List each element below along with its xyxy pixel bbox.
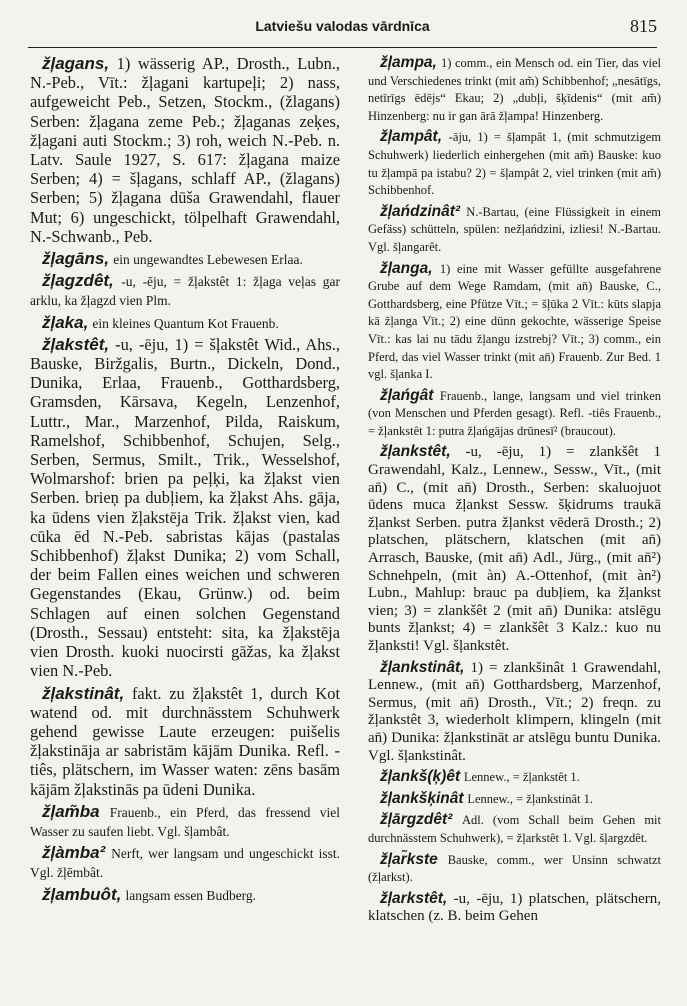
entry-headword: žļakstinât, xyxy=(42,683,125,703)
entry-headword: žļankstêt, xyxy=(380,443,451,461)
right-column xyxy=(368,54,661,1000)
entry-headword: žļańgât xyxy=(380,386,434,404)
entry-definition: -u, -ēju, 1) = šļakstêt Wid., Ahs., Bauske, Biržgalis, Burtn., Dickeln, Dond., Dunika, Erlaa, Frauenb., Gotthardsberg, Gramsden, Kārsava, Kegeln, Lenzenhof, Luttr., Mar., Marzenhof, Pilda, Raiskum, Ramelshof, Schibbenhof, Schujen, Selg., Serben, Sermus, Smilt., Trik., Wesselshof, Wolmarshof: brien pa peļķi, ka žļakst vien Serben. brieņ pa dubļiem, ka žļakst Ahs. gāja, ka ūdens vien žļakstēja Trik. žļakst vien, kad cūka ēd N.-Peb. sabristas kājas (pastalas Schibbenhof) žļakst Dunika; 2) vom Schall, der beim Fallen eines weichen und schweren Gegenstandes (Ekau, Grünw.) od. beim Schlagen auf einen solchen Gegenstand (Drosth., Sessau) entsteht: sita, ka žļakstēja vien Drosth. kuoki nuocirsti gāžas, ka žļakst vien N.-Peb. xyxy=(30,334,340,681)
dictionary-entry xyxy=(368,790,661,809)
dictionary-entry xyxy=(368,851,661,887)
left-column xyxy=(30,54,340,1000)
dictionary-entry xyxy=(30,54,340,246)
entry-headword: žļankš(ķ)êt xyxy=(380,768,461,786)
dictionary-entry xyxy=(30,684,340,799)
dictionary-entry xyxy=(30,271,340,309)
entry-definition: Bauske, comm., wer Unsinn schwatzt (žļarkst). xyxy=(368,852,661,885)
entry-headword: žļar̃kste xyxy=(380,850,438,868)
dictionary-entry xyxy=(30,313,340,332)
dictionary-entry xyxy=(30,843,340,881)
entry-headword: žļankstinât, xyxy=(380,658,465,676)
entry-headword: žļakstêt, xyxy=(42,334,110,354)
entry-definition: ein kleines Quantum Kot Frauenb. xyxy=(92,315,279,331)
dictionary-entry xyxy=(30,249,340,268)
entry-definition: fakt. zu žļakstêt 1, durch Kot watend od. mit durchnässtem Schuhwerk gehend gewisse Laute erzeugen: puišelis žļakstināja ar sabristām kājām Dunika. Refl. -tiês, plätschern, im Wasser waten: zēns basām kājām žļakstinās pa ūdeni Dunika. xyxy=(30,683,340,799)
entry-definition: Frauenb., ein Pferd, das fressend viel Wasser zu saufen liebt. Vgl. šļambât. xyxy=(30,804,340,839)
dictionary-entry xyxy=(368,203,661,257)
dictionary-entry xyxy=(368,387,661,441)
dictionary-entry xyxy=(30,802,340,840)
entry-definition: -u, -ēju, 1) platschen, plätschern, klatschen (z. B. beim Gehen xyxy=(368,890,661,925)
entry-headword: žļagans, xyxy=(42,54,110,73)
dictionary-entry xyxy=(30,335,340,681)
entry-definition: Lennew., = žļankstêt 1. xyxy=(463,770,580,785)
page-header xyxy=(28,18,657,42)
dictionary-entry xyxy=(368,54,661,125)
entry-definition: N.-Bartau, (eine Flüssigkeit in einem Gefäss) schütteln, spülen: nežļańdzini, izliesi! N.-Bartau. Vgl. šļangarêt. xyxy=(368,204,661,254)
entry-definition: Adl. (vom Schall beim Gehen mit durchnässtem Schuhwerk), = žļarkstêt 1. Vgl. šļargzdêt. xyxy=(368,813,661,845)
header-rule xyxy=(28,47,657,48)
dictionary-entry xyxy=(30,885,340,904)
dictionary-entry xyxy=(368,260,661,384)
dictionary-entry xyxy=(368,890,661,926)
dictionary-entry xyxy=(368,768,661,787)
entry-definition: 1) wässerig AP., Drosth., Lubn., N.-Peb., Vīt.: žļagani kartupeļi; 2) nass, aufgeweicht Peb., Setzen, Stockm., (žlagans) Serben: žļagana zeme Peb.; žļaganas zeķes, žļagani auti Stockm.; 3) roh, weich N.-Peb. n. Latv. Saule 1927, S. 617: žļagana maize Serben; 4) = šļagans, schlaff AP., (žlagans) Serben; 5) žļagana dūša Grawendahl, flauer Mut; 6) ungeschickt, tölpelhaft Grawendahl, N.-Schwanb., Peb. xyxy=(30,54,340,246)
entry-headword: žļankšķinât xyxy=(380,789,464,807)
entry-headword: žļam̃ba xyxy=(42,801,100,821)
page-number: 815 xyxy=(630,16,657,36)
entry-headword: žļarkstêt, xyxy=(380,889,448,907)
entry-headword: žļagāns, xyxy=(42,249,110,269)
entry-definition: 1) comm., ein Mensch od. ein Tier, das viel und Verschiedenes trinkt (mit am̃) Schibbenhof; „nesātīgs, netīrīgs ēdējs“ Ekau; 2) „dubļi, šķīdenis“ (mit am̃) Hinzenberg: nu ir gan ārā žļampa! Hinzenberg. xyxy=(368,56,661,123)
entry-definition: Nerft, wer langsam und ungeschickt isst. Vgl. žļēmbât. xyxy=(30,846,340,881)
entry-headword: žļagzdêt, xyxy=(42,271,114,291)
dictionary-entry xyxy=(368,659,661,766)
entry-definition: 1) eine mit Wasser gefüllte ausgefahrene Grube auf dem Wege Ramdam, (mit an̄) Bauske, C., Gotthardsberg, eine Pfütze Vīt.; = šļūka 2 Vīt.: kūts slapja kā žļanga Vīt.; 2) eine dünn gekochte, wässerige Speise Vīt.: kas lai nu tādu žļangu izstrebj? Vīt.; 3) comm., ein Pferd, das viel Wasser trinkt (mit an̄) Frauenb. Zur Bed. 1 vgl. šļanka I. xyxy=(368,261,661,382)
entry-headword: žļārgzdêt² xyxy=(380,811,453,829)
entry-definition: -u, -ēju, = žļakstêt 1: žļaga veļas gar arklu, ka žļagzd vien Plm. xyxy=(30,274,340,309)
entry-definition: 1) = zlankšinât 1 Grawendahl, Lennew., (mit an̄) Gotthardsberg, Marzenhof, Sermus, (mit an̄) Drosth., Vīt.; 2) freqn. zu žļankstêt 3, wiederholt klimpern, klingeln (mit an̄) Dunika: žļankstināt ar atslēgu buntu Dunika. Vgl. šļankstinât. xyxy=(368,659,661,764)
entry-definition: Lennew., = žļankstinât 1. xyxy=(467,791,593,806)
dictionary-entry xyxy=(368,811,661,847)
entry-headword: žļampât, xyxy=(380,128,443,146)
entry-headword: žļańdzinât² xyxy=(380,202,461,220)
entry-headword: žļàmba² xyxy=(42,843,106,863)
entry-definition: ein ungewandtes Lebewesen Erlaa. xyxy=(113,252,303,268)
dictionary-entry xyxy=(368,443,661,655)
entry-definition: -u, -ēju, 1) = zlankšêt 1 Grawendahl, Kalz., Lennew., Sessw., Vīt., (mit an̄) C., (mit an̄) Drosth., Serben: skaluojuot ūdens muca žļankst Sessw. šķidrums traukā žļankst Serben. putra žļankst vēderā Drosth.; 2) platschen, plätschern, klatschen (mit an̄) Arrasch, Bauske, (mit an̄) Adl., Jürg., (mit an̄²) Schnehpeln, (mit àn) A.-Ottenhof, (mit àn²) Lubn., Mahlup: brauc pa dubļiem, ka žļankst vien; 3) = zlankšêt 2 (mit an̄) Dunika: atslēgu bunts žļankst; 4) = zlankšêt 3 Kalz.: kuo nu žļanksti! Vgl. šļankstêt. xyxy=(368,444,661,654)
entry-definition: langsam essen Budberg. xyxy=(125,887,257,903)
dictionary-entry xyxy=(368,128,661,199)
entry-headword: žļampa, xyxy=(380,54,437,71)
entry-definition: Frauenb., lange, langsam und viel trinken (von Menschen und Pferden gesagt). Refl. -tiês Frauenb., = žļankstêt 1: putra žļańgājas drūnesī² (braucout). xyxy=(368,388,661,438)
entry-definition: -āju, 1) = šļampât 1, (mit schmutzigem Schuhwerk) liederlich einhergehen (mit am̃) Bauske: kuo tu žļampā pa istabu? 2) = šļampât 2, viel trinken (mit am̃) Schibbenhof. xyxy=(368,130,661,198)
entry-headword: žļambuôt, xyxy=(42,884,122,904)
entry-headword: žļanga, xyxy=(380,259,433,277)
entry-headword: žļaka, xyxy=(42,312,89,332)
running-title: Latviešu valodas vārdnīca xyxy=(255,18,430,34)
